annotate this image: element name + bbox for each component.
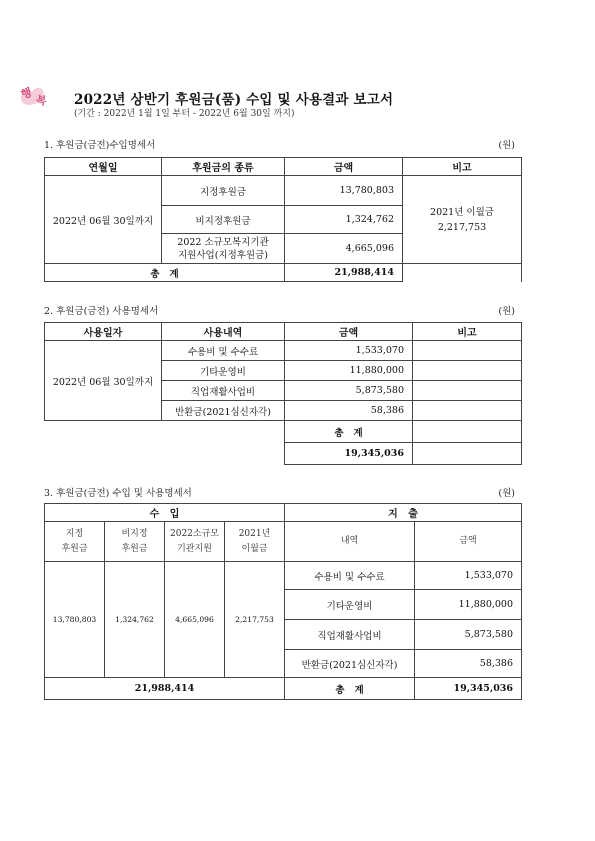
col-header-note: 비고 (403, 158, 522, 176)
income-type: 지정후원금 (162, 176, 285, 206)
expense-blank (45, 443, 285, 465)
expense-amount: 11,880,000 (285, 361, 413, 381)
income-col-carryover: 2021년 이월금 (225, 522, 285, 562)
income-amount: 13,780,803 (285, 176, 403, 206)
expense-col-amount: 금액 (415, 522, 522, 562)
expense-table (44, 322, 522, 465)
expense-blank (45, 421, 285, 443)
expense-total: 19,345,036 (285, 443, 413, 465)
expense-amount: 5,873,580 (415, 620, 522, 650)
section2-unit: (원) (498, 306, 515, 317)
section1-unit: (원) (498, 140, 515, 151)
income-col-designated: 지정 후원금 (45, 522, 105, 562)
expense-total-label: 총 계 (285, 421, 413, 443)
expense-total: 19,345,036 (415, 678, 522, 700)
expense-note (413, 401, 522, 421)
income-amount: 4,665,096 (285, 234, 403, 264)
expense-item: 직업재활사업비 (162, 381, 285, 401)
expense-amount: 11,880,000 (415, 590, 522, 620)
expense-amount: 5,873,580 (285, 381, 413, 401)
expense-note (413, 381, 522, 401)
expense-item: 반환금(2021심신자각) (162, 401, 285, 421)
income-type: 2022 소규모복지기관 지원사업(지정후원금) (162, 234, 285, 264)
income-col-undesignated: 비지정 후원금 (105, 522, 165, 562)
section3-heading: 3. 후원금(금전) 수입 및 사용명세서 (44, 488, 192, 499)
logo-text-1: 행 (19, 85, 34, 102)
income-total: 21,988,414 (45, 678, 285, 700)
col-header-date: 사용일자 (45, 323, 162, 341)
expense-item: 직업재활사업비 (285, 620, 415, 650)
income-total-note (403, 264, 522, 282)
expense-amount: 58,386 (415, 650, 522, 678)
expense-item: 수용비 및 수수료 (162, 341, 285, 361)
col-header-note: 비고 (413, 323, 522, 341)
section1-heading: 1. 후원금(금전)수입명세서 (44, 140, 156, 151)
col-header-date: 연월일 (45, 158, 162, 176)
income-total-label: 총 계 (45, 264, 285, 282)
expense-amount: 58,386 (285, 401, 413, 421)
expense-amount: 1,533,070 (415, 562, 522, 590)
income-value-support: 4,665,096 (165, 562, 225, 678)
expense-item: 기타운영비 (162, 361, 285, 381)
income-value-designated: 13,780,803 (45, 562, 105, 678)
income-type: 비지정후원금 (162, 206, 285, 234)
income-table (44, 157, 522, 282)
expense-item: 반환금(2021심신자각) (285, 650, 415, 678)
document-period: (기간 : 2022년 1월 1일 부터 - 2022년 6월 30일 까지) (74, 109, 295, 119)
income-date: 2022년 06월 30일까지 (45, 176, 162, 264)
income-section-header: 수 입 (45, 504, 285, 522)
section2-heading: 2. 후원금(금전) 사용명세서 (44, 306, 159, 317)
expense-note (413, 361, 522, 381)
summary-table (44, 503, 522, 700)
happiness-logo (16, 80, 56, 110)
income-value-undesignated: 1,324,762 (105, 562, 165, 678)
expense-amount: 1,533,070 (285, 341, 413, 361)
logo-text-2: 복 (34, 93, 48, 109)
col-header-amount: 금액 (285, 158, 403, 176)
expense-section-header: 지 출 (285, 504, 522, 522)
expense-total-label: 총 계 (285, 678, 415, 700)
expense-col-item: 내역 (285, 522, 415, 562)
income-total: 21,988,414 (285, 264, 403, 282)
document-title: 2022년 상반기 후원금(품) 수입 및 사용결과 보고서 (74, 92, 394, 108)
expense-item: 기타운영비 (285, 590, 415, 620)
col-header-amount: 금액 (285, 323, 413, 341)
expense-note (413, 341, 522, 361)
col-header-type: 후원금의 종류 (162, 158, 285, 176)
expense-total-note (413, 443, 522, 465)
income-amount: 1,324,762 (285, 206, 403, 234)
income-col-support: 2022소규모 기관지원 (165, 522, 225, 562)
income-note: 2021년 이월금 2,217,753 (403, 176, 522, 264)
expense-item: 수용비 및 수수료 (285, 562, 415, 590)
income-value-carryover: 2,217,753 (225, 562, 285, 678)
expense-total-note (413, 421, 522, 443)
expense-date: 2022년 06월 30일까지 (45, 341, 162, 421)
section3-unit: (원) (498, 488, 515, 499)
col-header-item: 사용내역 (162, 323, 285, 341)
